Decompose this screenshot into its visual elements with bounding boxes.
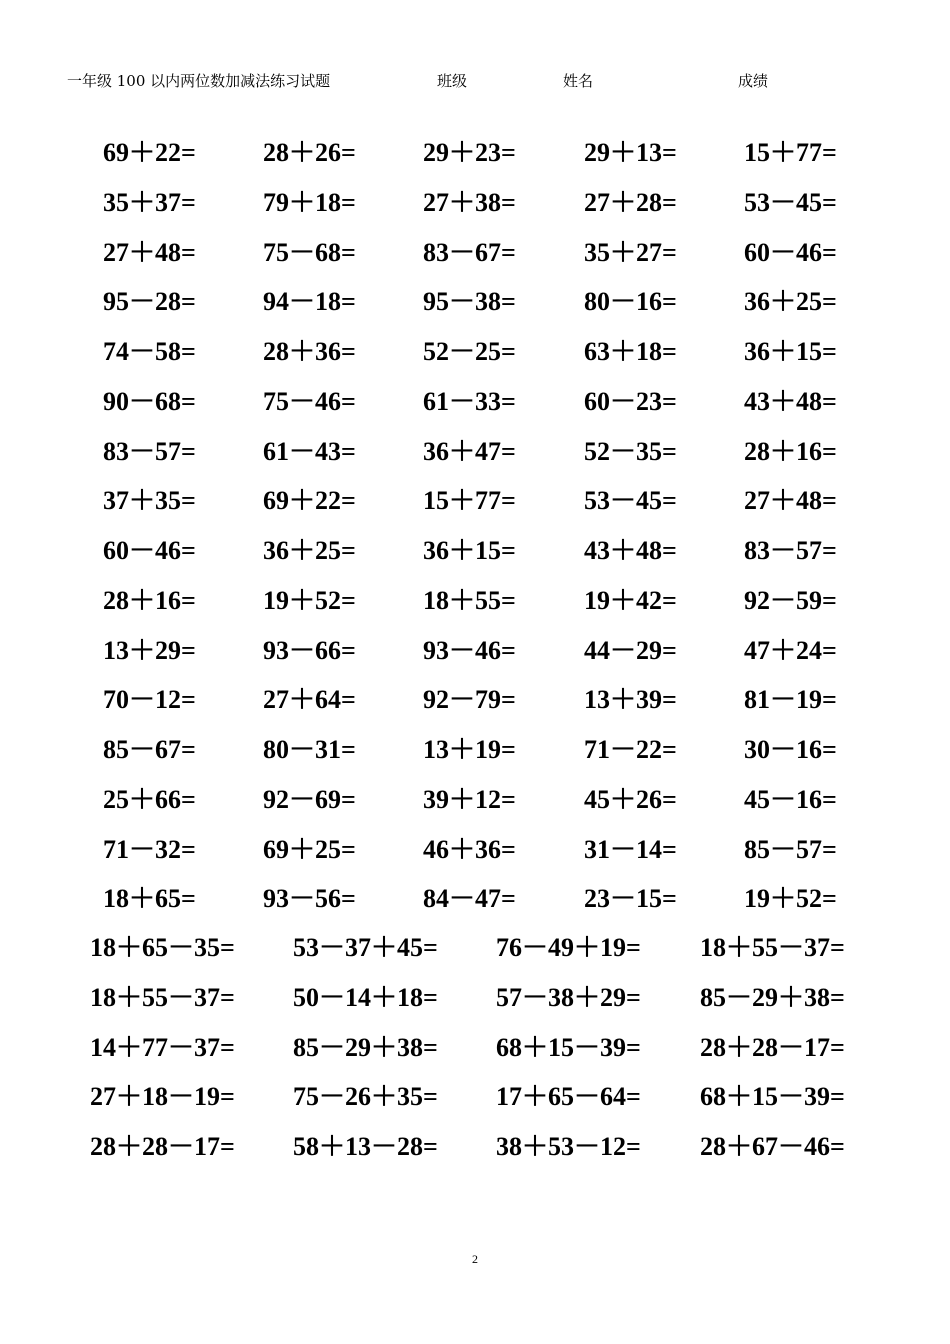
- page-number: 2: [472, 1252, 478, 1266]
- math-problem: 92－59=: [744, 585, 837, 615]
- math-problem: 18＋55=: [423, 585, 516, 615]
- math-problem: 27＋18－19=: [90, 1082, 235, 1112]
- math-problem: 58＋13－28=: [293, 1132, 438, 1162]
- three-term-problems: [90, 928, 910, 1177]
- math-problem: 27＋64=: [263, 685, 356, 715]
- math-problem: 75－26＋35=: [293, 1082, 438, 1112]
- math-problem: 61－43=: [263, 436, 356, 466]
- math-problem: 28＋26=: [263, 138, 356, 167]
- problem-row: [103, 481, 903, 531]
- math-problem: 74－58=: [103, 337, 196, 366]
- problem-row: [103, 332, 903, 382]
- math-problem: 13＋19=: [423, 735, 516, 764]
- math-problem: 95－28=: [103, 287, 196, 317]
- problem-row: [90, 1127, 910, 1177]
- math-problem: 18＋65－35=: [90, 933, 235, 962]
- math-problem: 75－68=: [263, 237, 356, 267]
- math-problem: 81－19=: [744, 685, 837, 715]
- score-label: 成绩: [738, 72, 769, 90]
- math-problem: 63＋18=: [584, 337, 677, 366]
- math-problem: 85－29＋38=: [293, 1032, 438, 1062]
- problem-row: [103, 432, 903, 482]
- math-problem: 71－22=: [584, 735, 677, 764]
- math-problem: 27＋28=: [584, 187, 677, 217]
- problem-row: [103, 581, 903, 631]
- problem-row: [103, 780, 903, 830]
- math-problem: 36＋25=: [744, 287, 837, 317]
- problem-row: [103, 233, 903, 283]
- problem-row: [103, 631, 903, 681]
- math-problem: 83－57=: [103, 436, 196, 466]
- math-problem: 52－35=: [584, 436, 677, 466]
- math-problem: 43＋48=: [744, 386, 837, 416]
- math-problem: 43＋48=: [584, 536, 677, 565]
- math-problem: 29＋23=: [423, 138, 516, 167]
- math-problem: 35＋27=: [584, 237, 677, 267]
- problem-row: [103, 282, 903, 332]
- math-problem: 95－38=: [423, 287, 516, 317]
- math-problem: 93－66=: [263, 635, 356, 665]
- math-problem: 92－79=: [423, 685, 516, 715]
- math-problem: 28＋28－17=: [90, 1132, 235, 1162]
- problem-row: [103, 830, 903, 880]
- math-problem: 35＋37=: [103, 187, 196, 217]
- math-problem: 30－16=: [744, 735, 837, 764]
- problem-row: [103, 531, 903, 581]
- math-problem: 36＋15=: [744, 337, 837, 366]
- math-problem: 52－25=: [423, 337, 516, 366]
- math-problem: 15＋77=: [423, 486, 516, 516]
- math-problem: 92－69=: [263, 784, 356, 814]
- math-problem: 50－14＋18=: [293, 982, 438, 1012]
- math-problem: 83－57=: [744, 536, 837, 565]
- math-problem: 38＋53－12=: [496, 1132, 641, 1162]
- math-problem: 80－31=: [263, 735, 356, 764]
- math-problem: 27＋48=: [744, 486, 837, 516]
- math-problem: 93－46=: [423, 635, 516, 665]
- math-problem: 27＋38=: [423, 187, 516, 217]
- math-problem: 28＋67－46=: [700, 1132, 845, 1162]
- problem-row: [90, 978, 910, 1028]
- math-problem: 13＋29=: [103, 635, 196, 665]
- math-problem: 57－38＋29=: [496, 982, 641, 1012]
- problem-row: [90, 1077, 910, 1127]
- math-problem: 90－68=: [103, 386, 196, 416]
- class-label: 班级: [437, 72, 468, 90]
- math-problem: 46＋36=: [423, 834, 516, 864]
- math-problem: 39＋12=: [423, 784, 516, 814]
- problem-row: [103, 730, 903, 780]
- math-problem: 68＋15－39=: [700, 1082, 845, 1112]
- math-problem: 76－49＋19=: [496, 933, 641, 962]
- math-problem: 94－18=: [263, 287, 356, 317]
- math-problem: 15＋77=: [744, 138, 837, 167]
- math-problem: 19＋52=: [744, 884, 837, 914]
- math-problem: 45＋26=: [584, 784, 677, 814]
- math-problem: 60－23=: [584, 386, 677, 416]
- math-problem: 36＋47=: [423, 436, 516, 466]
- problem-row: [103, 680, 903, 730]
- math-problem: 27＋48=: [103, 237, 196, 267]
- math-problem: 18＋55－37=: [700, 933, 845, 962]
- math-problem: 28＋16=: [103, 585, 196, 615]
- two-term-problems: [103, 133, 903, 929]
- math-problem: 13＋39=: [584, 685, 677, 715]
- math-problem: 53－45=: [744, 187, 837, 217]
- problem-row: [103, 382, 903, 432]
- math-problem: 53－37＋45=: [293, 933, 438, 962]
- math-problem: 47＋24=: [744, 635, 837, 665]
- math-problem: 17＋65－64=: [496, 1082, 641, 1112]
- worksheet-header: [0, 70, 950, 92]
- math-problem: 29＋13=: [584, 138, 677, 167]
- math-problem: 19＋52=: [263, 585, 356, 615]
- math-problem: 37＋35=: [103, 486, 196, 516]
- math-problem: 53－45=: [584, 486, 677, 516]
- math-problem: 36＋25=: [263, 536, 356, 565]
- math-problem: 18＋55－37=: [90, 982, 235, 1012]
- math-problem: 31－14=: [584, 834, 677, 864]
- math-problem: 85－29＋38=: [700, 982, 845, 1012]
- math-problem: 71－32=: [103, 834, 196, 864]
- math-problem: 83－67=: [423, 237, 516, 267]
- math-problem: 68＋15－39=: [496, 1032, 641, 1062]
- math-problem: 85－57=: [744, 834, 837, 864]
- math-problem: 80－16=: [584, 287, 677, 317]
- math-problem: 45－16=: [744, 784, 837, 814]
- problem-row: [90, 928, 910, 978]
- math-problem: 28＋16=: [744, 436, 837, 466]
- math-problem: 75－46=: [263, 386, 356, 416]
- math-problem: 60－46=: [744, 237, 837, 267]
- math-problem: 61－33=: [423, 386, 516, 416]
- problem-row: [103, 133, 903, 183]
- math-problem: 36＋15=: [423, 536, 516, 565]
- math-problem: 23－15=: [584, 884, 677, 914]
- math-problem: 69＋22=: [263, 486, 356, 516]
- math-problem: 18＋65=: [103, 884, 196, 914]
- worksheet-title: 一年级 100 以内两位数加减法练习试题: [67, 72, 331, 90]
- problem-row: [90, 1028, 910, 1078]
- math-problem: 70－12=: [103, 685, 196, 715]
- name-label: 姓名: [563, 72, 594, 90]
- math-problem: 69＋25=: [263, 834, 356, 864]
- math-problem: 19＋42=: [584, 585, 677, 615]
- math-problem: 28＋36=: [263, 337, 356, 366]
- math-problem: 69＋22=: [103, 138, 196, 167]
- math-problem: 25＋66=: [103, 784, 196, 814]
- math-problem: 14＋77－37=: [90, 1032, 235, 1062]
- math-problem: 84－47=: [423, 884, 516, 914]
- math-problem: 85－67=: [103, 735, 196, 764]
- math-problem: 60－46=: [103, 536, 196, 565]
- problem-row: [103, 879, 903, 929]
- math-problem: 93－56=: [263, 884, 356, 914]
- math-problem: 79＋18=: [263, 187, 356, 217]
- math-problem: 44－29=: [584, 635, 677, 665]
- problem-row: [103, 183, 903, 233]
- math-problem: 28＋28－17=: [700, 1032, 845, 1062]
